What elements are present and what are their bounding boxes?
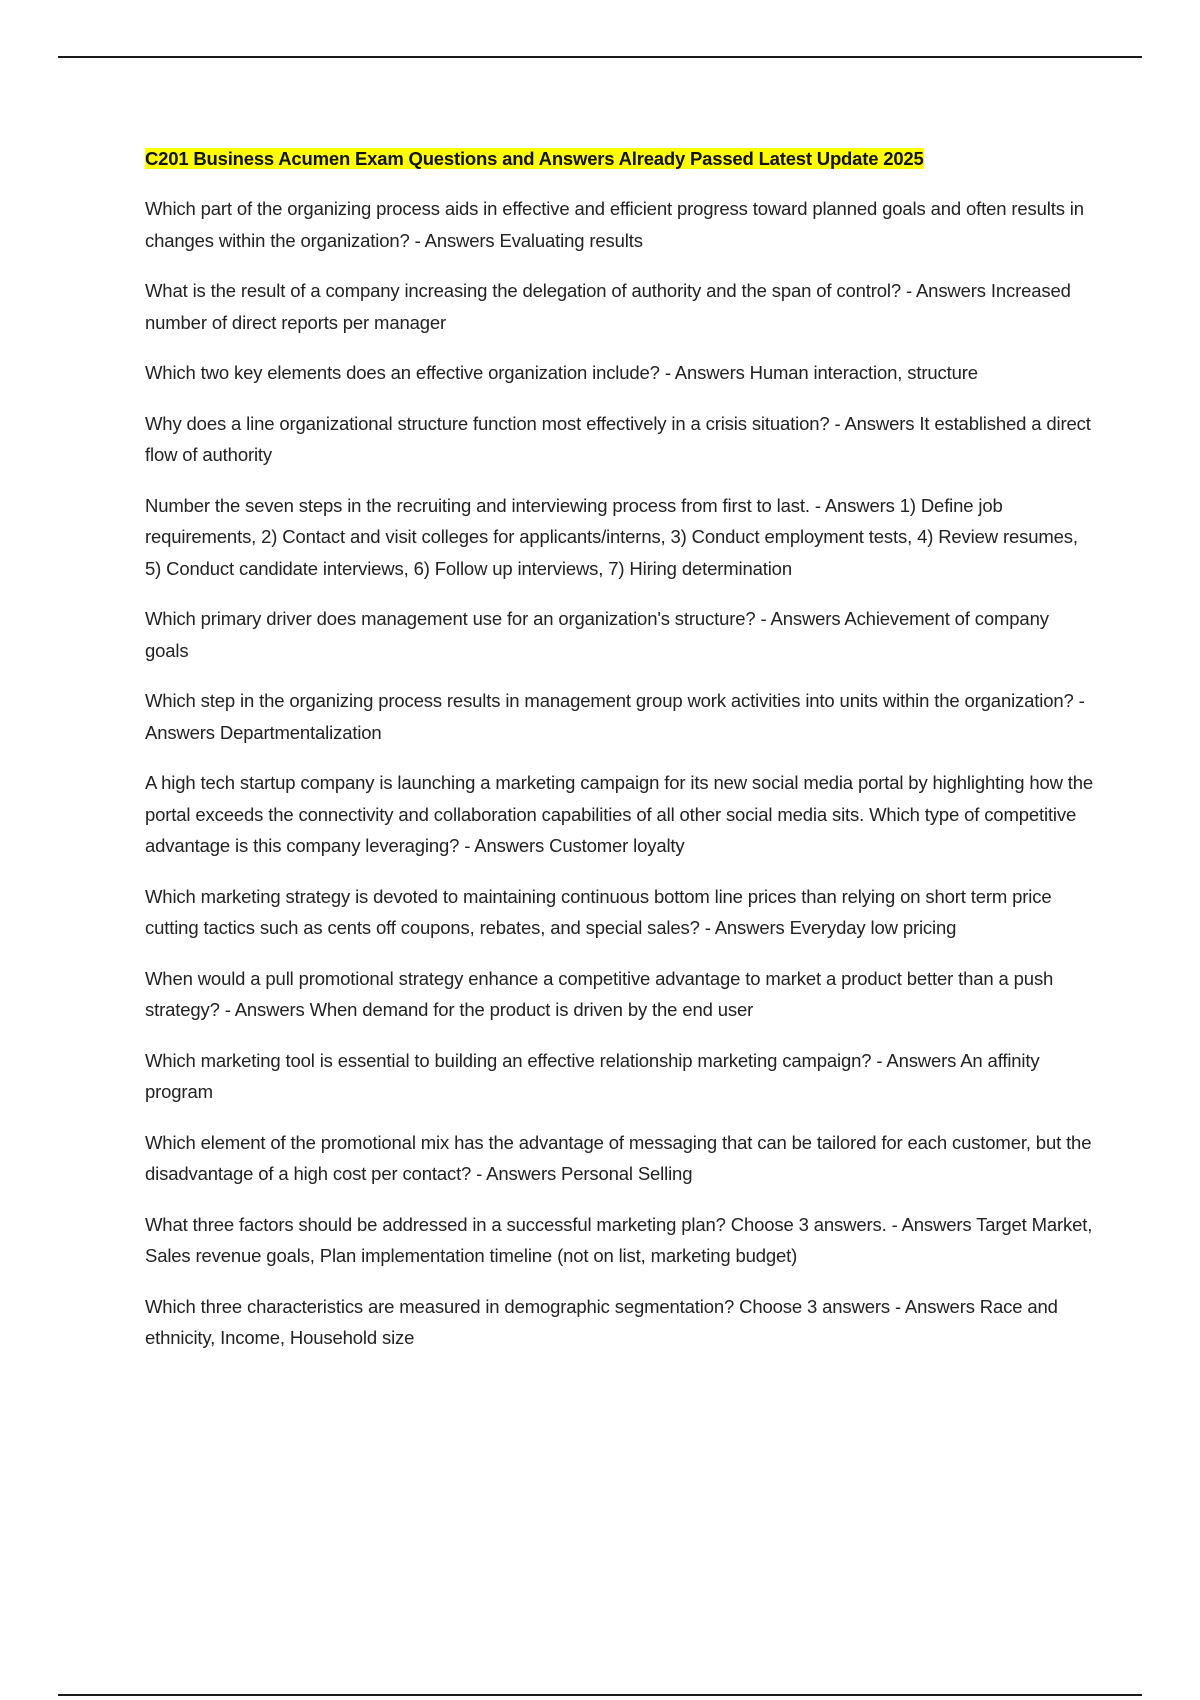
document-title: C201 Business Acumen Exam Questions and Answers Already Passed Latest Update 2025: [145, 148, 924, 169]
header-rule: [58, 56, 1142, 58]
document-body: [145, 145, 1095, 1373]
qa-item-7: Which step in the organizing process results in management group work activities into units within the organization? - Answers Departmentalization: [145, 690, 1085, 743]
qa-item-12: Which element of the promotional mix has the advantage of messaging that can be tailored for each customer, but the disadvantage of a high cost per contact? - Answers Personal Selling: [145, 1131, 1092, 1184]
qa-item-2: What is the result of a company increasing the delegation of authority and the span of control? - Answers Increased number of direct reports per manager: [145, 280, 1071, 333]
footer-rule: [58, 1694, 1142, 1696]
qa-item-4: Why does a line organizational structure function most effectively in a crisis situation? - Answers It established a direct flow of authority: [145, 412, 1091, 465]
qa-item-11: Which marketing tool is essential to building an effective relationship marketing campaign? - Answers An affinity program: [145, 1049, 1040, 1102]
qa-item-9: Which marketing strategy is devoted to maintaining continuous bottom line prices than relying on short term price cutting tactics such as cents off coupons, rebates, and special sales? - Answers Everyday low pricing: [145, 885, 1052, 938]
qa-item-14: Which three characteristics are measured in demographic segmentation? Choose 3 answers - Answers Race and ethnicity, Income, Household size: [145, 1295, 1058, 1348]
qa-item-5: Number the seven steps in the recruiting and interviewing process from first to last. - Answers 1) Define job requirements, 2) Contact and visit colleges for applicants/interns, 3) Conduct employment tests, 4) Review resumes, 5) Conduct candidate interviews, 6) Follow up interviews, 7) Hiring determination: [145, 494, 1078, 579]
title-line: [145, 145, 1095, 173]
qa-item-6: Which primary driver does management use for an organization's structure? - Answers Achievement of company goals: [145, 608, 1049, 661]
qa-item-10: When would a pull promotional strategy enhance a competitive advantage to market a product better than a push strategy? - Answers When demand for the product is driven by the end user: [145, 967, 1054, 1020]
qa-item-1: Which part of the organizing process aids in effective and efficient progress toward planned goals and often results in changes within the organization? - Answers Evaluating results: [145, 198, 1084, 251]
qa-item-3: Which two key elements does an effective organization include? - Answers Human interaction, structure: [145, 362, 978, 383]
qa-item-13: What three factors should be addressed in a successful marketing plan? Choose 3 answers. - Answers Target Market, Sales revenue goals, Plan implementation timeline (not on list, marketing budget): [145, 1213, 1093, 1266]
qa-item-8: A high tech startup company is launching a marketing campaign for its new social media portal by highlighting how the portal exceeds the connectivity and collaboration capabilities of all other social media sits. Which type of competitive advantage is this company leveraging? - Answers Customer loyalty: [145, 772, 1094, 856]
